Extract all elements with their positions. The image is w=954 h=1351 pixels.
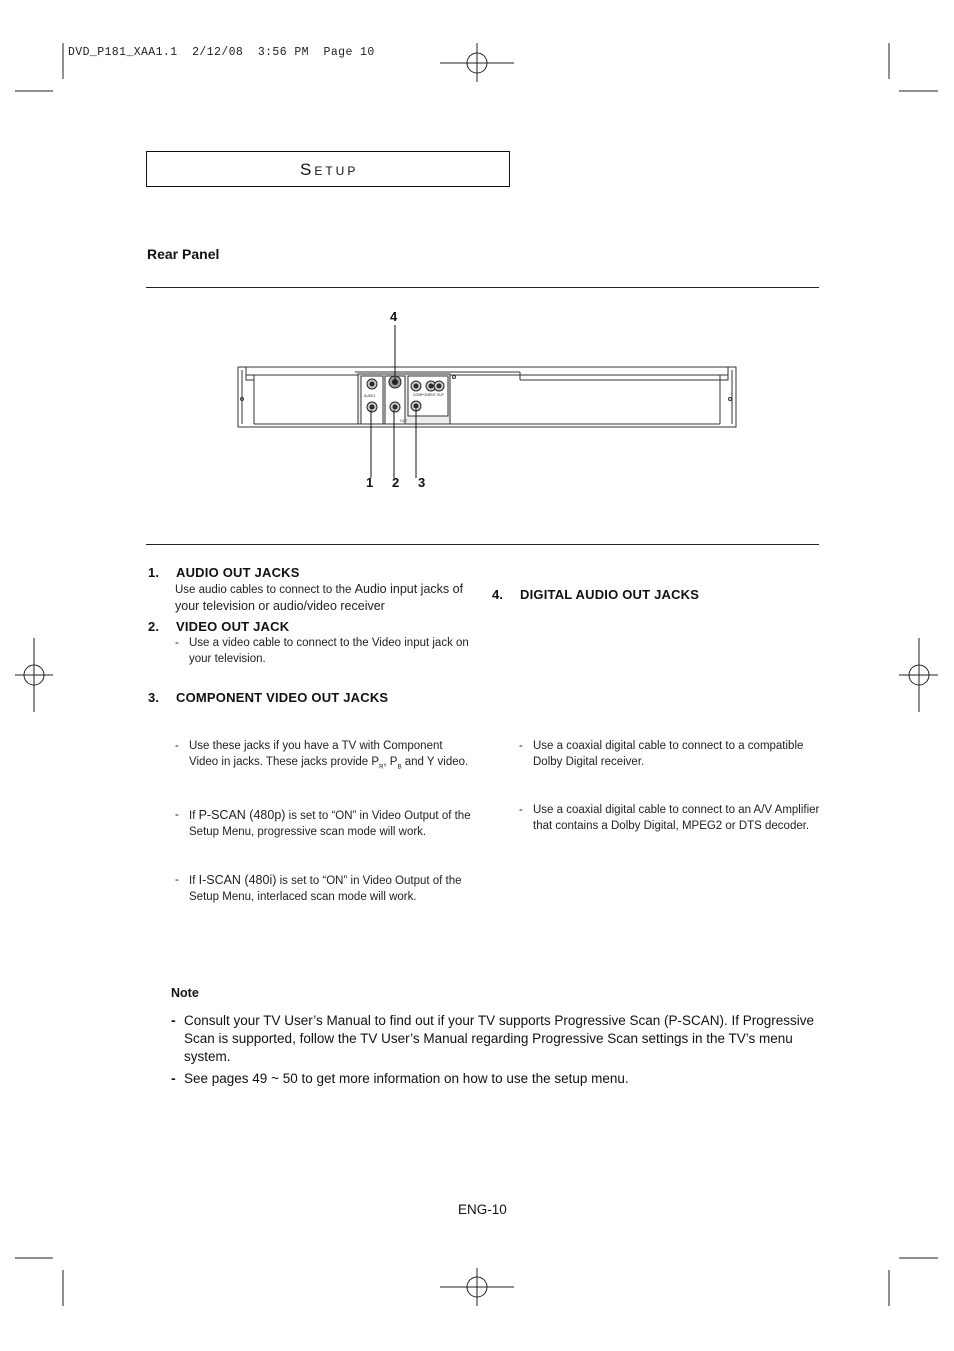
item-4-bullet-1: - Use a coaxial digital cable to connect to a compatible Dolby Digital receiver. bbox=[519, 738, 829, 770]
item-3-title: COMPONENT VIDEO OUT JACKS bbox=[176, 690, 389, 705]
panel-label-out: OUT bbox=[400, 419, 408, 423]
panel-label-audio: AUDIO bbox=[364, 394, 376, 398]
section-title-rest: ETUP bbox=[314, 164, 359, 178]
registration-mark-left bbox=[15, 638, 53, 712]
rear-panel-illustration bbox=[230, 300, 750, 500]
item-3-b3-pre: If bbox=[189, 875, 199, 888]
item-3-heading bbox=[148, 690, 388, 705]
section-title-initial: S bbox=[300, 160, 315, 179]
item-1-text-b: Audio input jacks of bbox=[354, 582, 464, 596]
page-number: ENG-10 bbox=[458, 1202, 507, 1217]
item-3-b2-key: P-SCAN (480p) bbox=[198, 808, 286, 823]
item-3-sub-r: R bbox=[379, 764, 384, 771]
registration-mark-right bbox=[899, 638, 938, 712]
note-dash-2: - bbox=[171, 1070, 176, 1086]
rule-bottom bbox=[146, 544, 819, 545]
panel-label-component: COMPONENT OUT bbox=[413, 393, 445, 397]
item-3-b3-post: is set to “ON” in Video Output of the Setup Menu, interlaced scan mode will work. bbox=[189, 875, 462, 904]
item-3-b2-pre: If bbox=[189, 810, 199, 823]
item-4-bullet-2: - Use a coaxial digital cable to connect to an A/V Amplifier that contains a Dolby Digital, MPEG2 or DTS decoder. bbox=[519, 802, 829, 834]
item-3-b1-d: and Y video. bbox=[401, 756, 469, 768]
item-3-bullet-1 bbox=[175, 738, 485, 775]
item-3-b1-a: Use these jacks if you have a TV with Component bbox=[189, 740, 443, 752]
item-2-title: VIDEO OUT JACK bbox=[176, 619, 290, 634]
registration-mark-bottom bbox=[440, 1268, 514, 1306]
subheading: Rear Panel bbox=[147, 246, 220, 262]
callout-4: 4 bbox=[390, 309, 398, 324]
item-1-text-c: your television or audio/video receiver bbox=[175, 599, 385, 613]
item-1-text-a: Use audio cables to connect to the bbox=[175, 584, 355, 596]
note-item-2: See pages 49 ~ 50 to get more information on how to use the setup menu. bbox=[184, 1071, 629, 1086]
item-1-title: AUDIO OUT JACKS bbox=[176, 565, 300, 580]
note-item-1: Consult your TV User’s Manual to find out if your TV supports Progressive Scan (P-SCAN). If Progressive Scan is supported, follow the TV User’s Manual regarding Progressive Scan settings in the TV’s menu system. bbox=[184, 1013, 815, 1064]
item-3-b2-post: is set to “ON” in Video Output of the Setup Menu, progressive scan mode will work. bbox=[189, 810, 471, 839]
item-3-number: 3. bbox=[148, 690, 160, 705]
rule-top bbox=[146, 287, 819, 288]
item-4-heading bbox=[492, 587, 699, 602]
section-title bbox=[300, 160, 358, 180]
note-dash-1: - bbox=[171, 1012, 176, 1028]
item-1-heading bbox=[148, 565, 300, 580]
callout-3: 3 bbox=[418, 475, 426, 490]
item-2-number: 2. bbox=[148, 619, 160, 634]
item-3-b1-b: Video in jacks. These jacks provide P bbox=[189, 756, 380, 768]
item-3-sub-b: B bbox=[397, 764, 402, 771]
item-3-bullet-2 bbox=[175, 807, 485, 840]
item-2-heading bbox=[148, 619, 289, 634]
note-title: Note bbox=[171, 986, 199, 1000]
item-1-text bbox=[175, 581, 475, 615]
item-3-b3-key: I-SCAN (480i) bbox=[198, 873, 277, 888]
item-4-title: DIGITAL AUDIO OUT JACKS bbox=[520, 587, 700, 602]
item-4-number: 4. bbox=[492, 587, 504, 602]
item-3-bullet-3 bbox=[175, 872, 485, 905]
callout-1: 1 bbox=[366, 475, 374, 490]
callout-2: 2 bbox=[392, 475, 400, 490]
item-2-bullet: - Use a video cable to connect to the Video input jack on your television. bbox=[175, 635, 485, 667]
print-slug: DVD_P181_XAA1.1 2/12/08 3:56 PM Page 10 bbox=[68, 46, 375, 59]
registration-mark-top bbox=[440, 43, 514, 82]
item-1-number: 1. bbox=[148, 565, 160, 580]
item-3-b1-c: , P bbox=[383, 756, 398, 768]
